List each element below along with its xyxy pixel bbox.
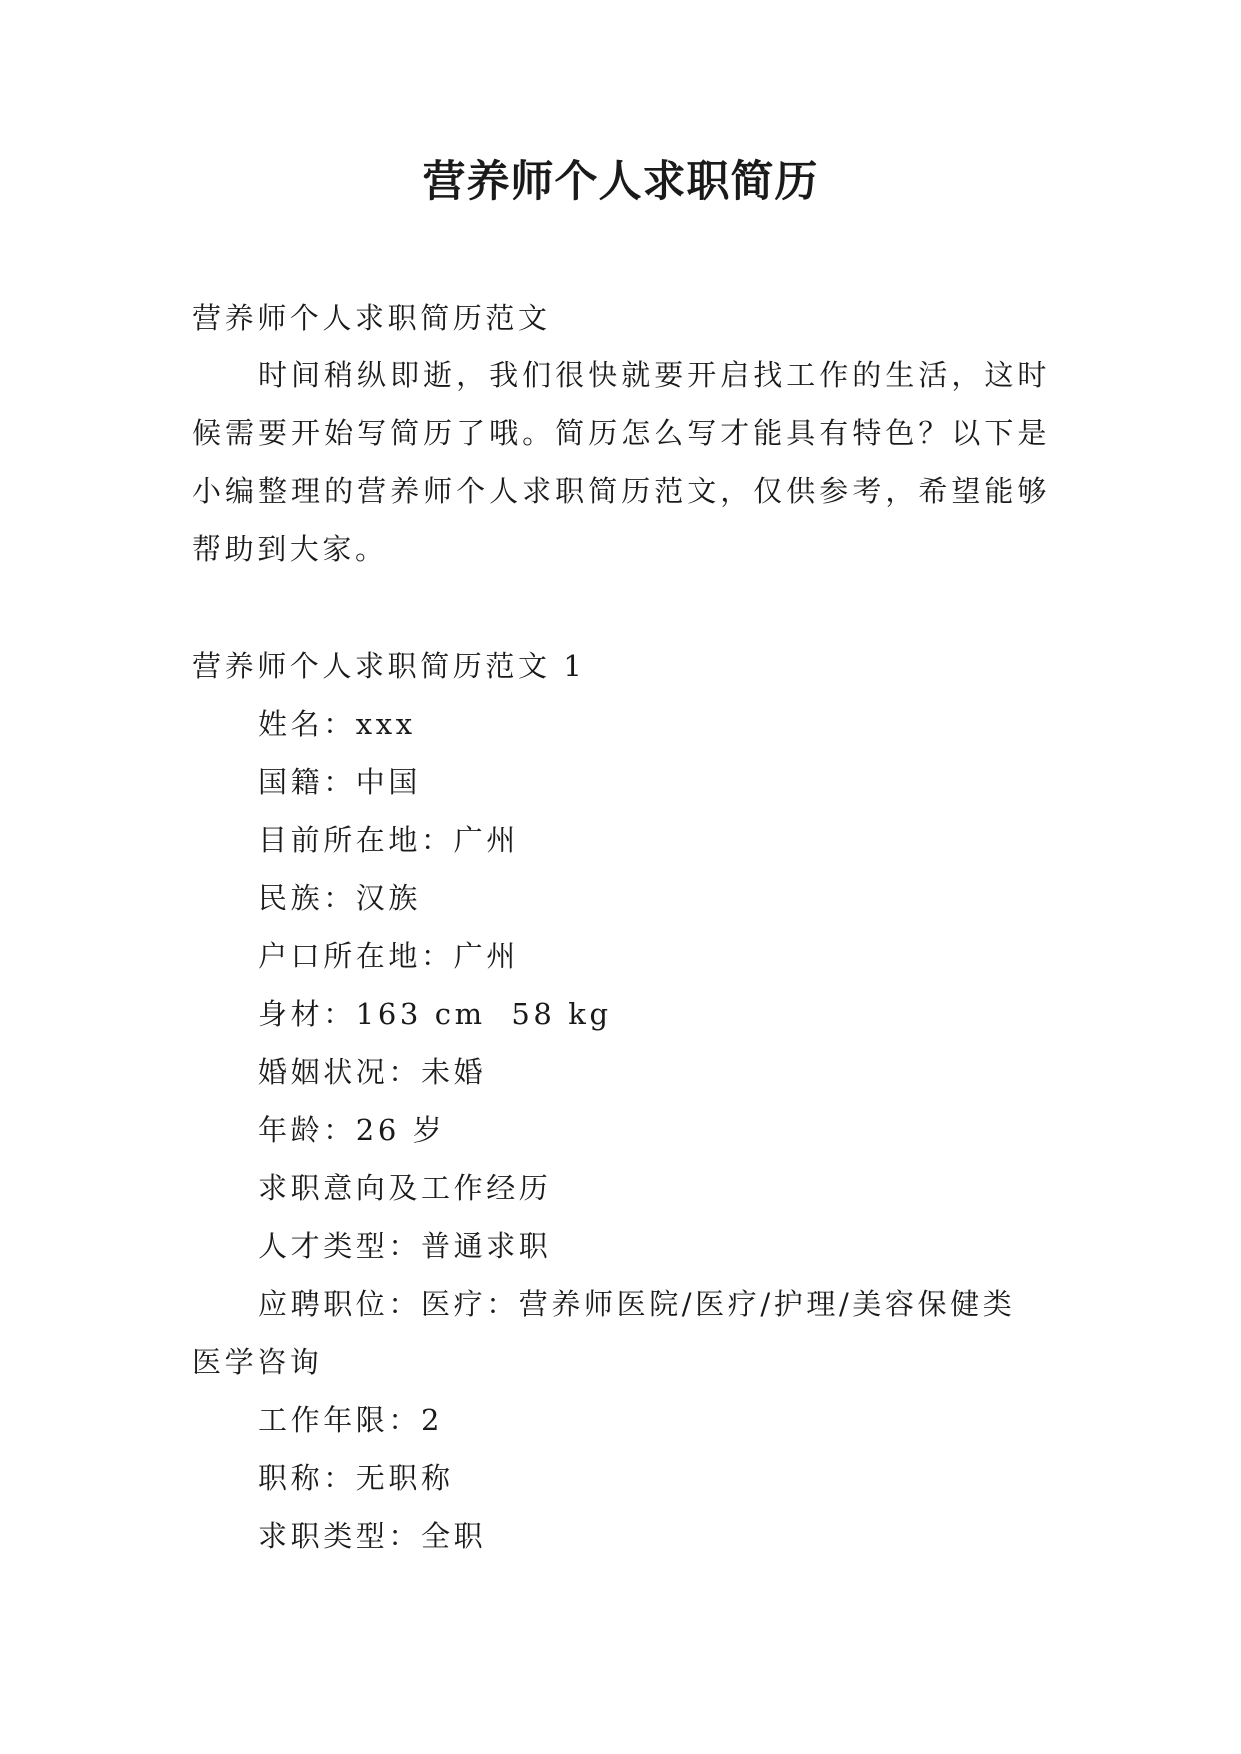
field-age: 年龄：26 岁 [258,1113,446,1147]
field-talent-type: 人才类型：普通求职 [258,1229,552,1263]
field-ethnicity: 民族：汉族 [258,881,422,915]
field-hukou-location: 户口所在地：广州 [258,939,519,973]
field-name: 姓名：xxx [258,707,416,741]
field-job-type: 求职类型：全职 [258,1519,487,1553]
field-intent-heading: 求职意向及工作经历 [258,1171,552,1205]
field-position: 应聘职位：医疗：营养师医院/医疗/护理/美容保健类 [258,1287,1016,1321]
field-body: 身材：163 cm 58 kg [258,997,612,1031]
field-nationality: 国籍：中国 [258,765,422,799]
document-title: 营养师个人求职简历 [422,157,819,207]
field-position-continued: 医学咨询 [192,1345,323,1379]
section-heading: 营养师个人求职简历范文 1 [192,649,586,683]
subtitle: 营养师个人求职简历范文 [192,301,551,335]
field-work-years: 工作年限：2 [258,1403,444,1437]
field-marital-status: 婚姻状况：未婚 [258,1055,487,1089]
field-title: 职称：无职称 [258,1461,454,1495]
field-current-location: 目前所在地：广州 [258,823,519,857]
intro-paragraph: 时间稍纵即逝，我们很快就要开启找工作的生活，这时候需要开始写简历了哦。简历怎么写才能具有特色？以下是小编整理的营养师个人求职简历范文，仅供参考，希望能够帮助到大家。 [192,358,1050,566]
